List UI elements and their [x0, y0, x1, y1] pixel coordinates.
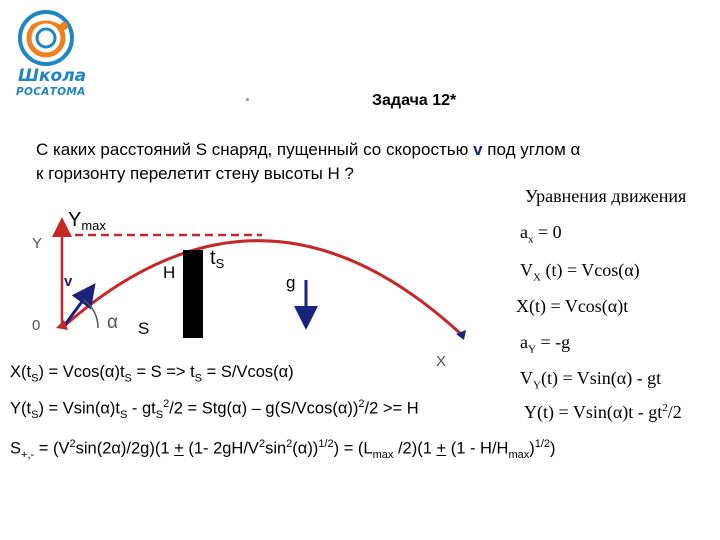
problem-text-a: С каких расстояний S снаряд, пущенный со скоростью: [36, 140, 469, 159]
velocity-symbol: v: [473, 140, 483, 159]
g-label: g: [286, 273, 296, 292]
derivation-line-3: $S_{+,-} = (V^2\sin(2\alpha)/2g)(1 + (1-$ $2gH/V^2\sin^2(\alpha))^{1/2}) = (L_{max}$ $/2)(1 + (1 - H/H_{max})^{1/2})$: [10, 438, 556, 461]
velocity-label: v: [64, 273, 73, 290]
logo-wordmark-line2: РОСАТОМА: [16, 86, 86, 98]
origin-label: 0: [32, 317, 41, 334]
logo-emblem-icon: [8, 6, 92, 68]
problem-line-1: [36, 138, 580, 162]
ymax-label: $Y_{max}$: [68, 209, 106, 233]
page-title: Задача 12*: [372, 92, 457, 109]
derivation-line-1: $X(t_S) = Vcos(\alpha)t_S = S => t_S = S/Vcos(\alpha)$: [10, 363, 294, 385]
x-axis-label: X: [436, 353, 447, 370]
derivation-line-2: $Y(t_S) = Vsin(\alpha)t_S - gt_S^2/2 = Stg(\alpha) - g(S/Vcos(\alpha))^2/2 >= H$: [10, 398, 419, 421]
trajectory-diagram: [0, 200, 480, 370]
equation-ay: $a_Y = -g$: [520, 332, 571, 356]
logo-wordmark-line1: Школа: [18, 66, 87, 86]
problem-statement: [36, 138, 580, 186]
equation-y-t: $Y(t) = Vsin(\alpha)t - gt^2/2$: [524, 402, 682, 422]
equations-heading: Уравнения движения: [525, 186, 687, 206]
equation-ax: $a_x = 0$: [520, 222, 562, 246]
equation-vy: $V_Y(t) = Vsin(\alpha)$ - gt: [520, 368, 662, 392]
problem-line-2: к горизонту перелетит стену высоты H ?: [36, 164, 355, 183]
h-label: H: [163, 263, 176, 282]
school-logo: [8, 6, 92, 106]
equation-x-t: X(t) = Vcos(α)t: [516, 296, 629, 316]
y-axis-label: Y: [32, 235, 43, 252]
alpha-label: α: [107, 312, 118, 333]
decorative-dot: [246, 98, 249, 101]
problem-text-b: под углом α: [487, 140, 581, 159]
trajectory-curve: [62, 241, 462, 335]
equation-vx: $V_X$ (t) = Vcos(α): [520, 260, 640, 284]
wall: [183, 250, 203, 338]
s-label: S: [138, 319, 150, 338]
ts-label: $t_S$: [210, 247, 225, 271]
